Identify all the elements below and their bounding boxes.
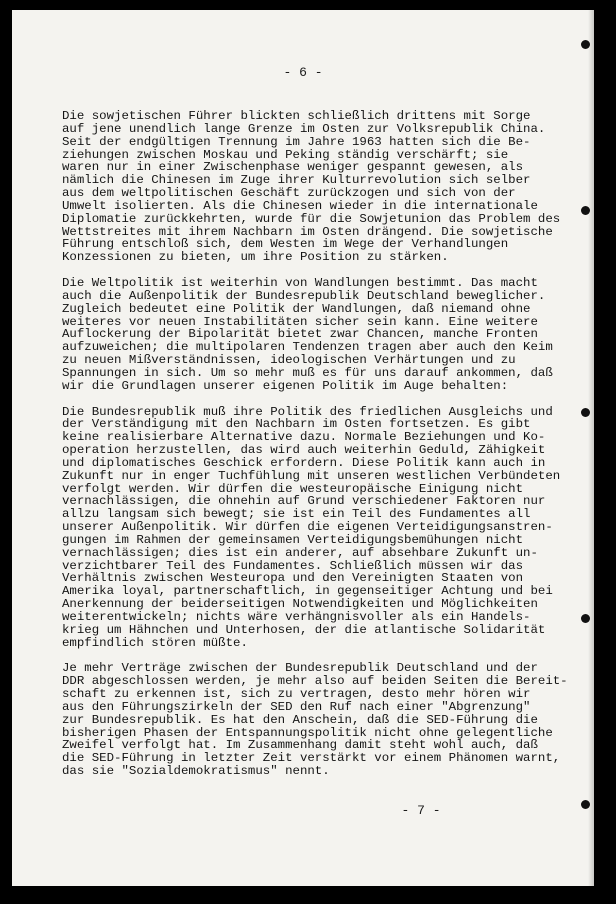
text-line: Diplomatie zurückkehrten, wurde für die Sowjetunion das Problem des [62,212,561,226]
text-line: wir die Grundlagen unserer eigenen Politik im Auge behalten: [62,379,509,393]
binder-hole [581,206,590,215]
text-line: weiteres vor neuen Instabilitäten sicher sein kann. Eine weitere [62,315,538,329]
text-line: allzu langsam sich bewegt; sie ist ein Teil des Fundamentes all [62,508,531,522]
binder-hole [581,40,590,49]
binder-hole [581,614,590,623]
text-line: auf jene unendlich lange Grenze im Osten zur Volksrepublik China. [62,122,546,136]
text-line: das sie "Sozialdemokratismus" nennt. [62,765,330,779]
text-line: Zweifel verfolgt hat. Im Zusammenhang damit steht wohl auch, daß [62,739,538,753]
text-line: Zukunft nur in enger Tuchfühlung mit unseren westlichen Verbündeten [62,469,561,483]
text-line: Seit der endgültigen Trennung im Jahre 1963 hatten sich die Be- [62,135,531,149]
text-line: keine realisierbare Alternative dazu. Normale Beziehungen und Ko- [62,431,546,445]
text-line: DDR abgeschlossen werden, je mehr also auf beiden Seiten die Bereit- [62,675,568,689]
page-edge-shadow [588,10,594,886]
text-line: der Verständigung mit den Nachbarn im Osten fortsetzen. Es gibt [62,418,531,432]
text-line: verzichtbarer Teil des Fundamentes. Schließlich müssen wir das [62,559,524,573]
text-line: empfindlich stören müßte. [62,636,248,650]
text-line: Die sowjetischen Führer blickten schließlich drittens mit Sorge [62,110,531,123]
text-line: operation herzustellen, das wird auch weiterhin Geduld, Zähigkeit [62,444,546,457]
text-line: gungen im Rahmen der gemeinsamen Verteidigungsbemühungen nicht [62,533,524,547]
text-line: Wettstreites mit ihrem Nachbarn im Osten drängend. Die sowjetische [62,225,553,239]
text-line: krieg um Hähnchen und Unterhosen, der die atlantische Solidarität [62,623,546,637]
text-line: zur Bundesrepublik. Es hat den Anschein, daß die SED-Führung die [62,713,538,727]
text-line: Die Bundesrepublik muß ihre Politik des friedlichen Ausgleichs und [62,405,553,419]
paragraph [62,110,574,264]
text-line: Spannungen in sich. Um so mehr muß es für uns darauf ankommen, daß [62,366,553,380]
text-line: Je mehr Verträge zwischen der Bundesrepublik Deutschland und der [62,662,538,676]
text-line: ziehungen zwischen Moskau und Peking ständig verschärft; sie [62,148,509,162]
text-line: bisherigen Phasen der Entspannungspolitik nicht ohne gelegentliche [62,726,553,740]
text-line: aus dem weltpolitischen Geschäft zurückzogen und sich von der [62,187,516,200]
paragraph [62,662,574,778]
text-line: auch die Außenpolitik der Bundesrepublik Deutschland beweglicher. [62,289,546,303]
body-text [62,110,574,791]
text-line: unserer Außenpolitik. Wir dürfen die eigenen Verteidigungsanstren- [62,521,553,534]
text-line: Auflockerung der Bipolarität bietet zwar Chancen, manche Fronten [62,328,538,342]
text-line: Umwelt isolierten. Als die Chinesen wieder in die internationale [62,199,538,213]
text-line: Anerkennung der beiderseitigen Notwendigkeiten und Möglichkeiten [62,598,538,611]
text-line: zu neuen Mißverständnissen, ideologischen Verhärtungen und zu [62,354,516,367]
text-line: weiterentwickeln; nichts wäre verhängnisvoller als ein Handels- [62,611,531,624]
paragraph [62,277,574,393]
document-page [12,10,594,886]
text-line: nämlich die Chinesen im Zuge ihrer Kulturrevolution sich selber [62,174,531,188]
text-line: schaft zu erkennen ist, sich zu vertragen, desto mehr hören wir [62,688,531,701]
text-line: die SED-Führung in letzter Zeit verstärkt vor einem Phänomen warnt, [62,752,561,766]
text-line: aus den Führungszirkeln der SED den Ruf nach einer "Abgrenzung" [62,700,531,714]
text-line: Zugleich bedeutet eine Politik der Wandlungen, daß niemand ohne [62,302,531,316]
page-number-header: - 6 - [283,65,323,80]
text-line: vernachlässigen; dies ist ein anderer, auf absehbare Zukunft un- [62,546,538,560]
text-line: Verhältnis zwischen Westeuropa und den Vereinigten Staaten von [62,572,524,586]
text-line: Amerika loyal, partnerschaftlich, in gegenseitiger Achtung und bei [62,585,553,599]
text-line: Führung entschloß sich, dem Westen im Wege der Verhandlungen [62,238,509,252]
page-number-footer: - 7 - [401,803,441,818]
text-line: und diplomatisches Geschick erfordern. Diese Politik kann auch in [62,456,546,470]
text-line: verfolgt werden. Wir dürfen die westeuropäische Einigung nicht [62,482,524,496]
paragraph [62,406,574,650]
text-line: vernachlässigen, die ohnehin auf Grund verschiedener Faktoren nur [62,495,546,509]
binder-hole [581,408,590,417]
text-line: Konzessionen zu bieten, um ihre Position zu stärken. [62,251,449,265]
text-line: aufzuweichen; die multipolaren Tendenzen tragen aber auch den Keim [62,341,553,355]
text-line: waren nur in einer Zwischenphase weniger gespannt gewesen, als [62,161,524,175]
text-line: Die Weltpolitik ist weiterhin von Wandlungen bestimmt. Das macht [62,277,538,290]
